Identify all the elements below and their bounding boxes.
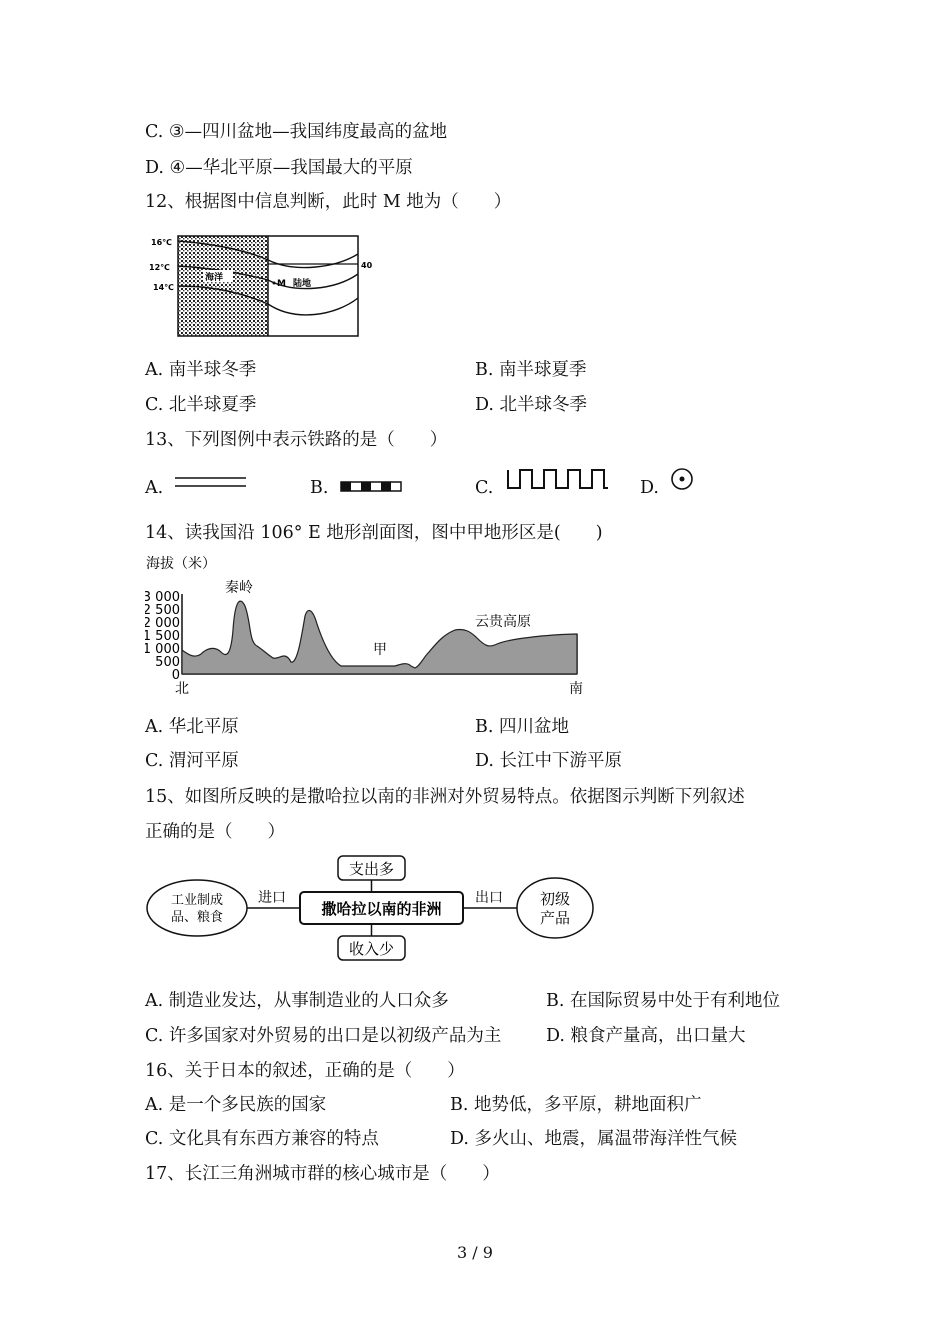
q12-stem: 12、根据图中信息判断，此时 M 地为（ ） [145, 192, 512, 212]
tick-2000: 2 000 [145, 616, 180, 631]
tick-0: 0 [171, 668, 180, 683]
q16-stem: 16、关于日本的叙述，正确的是（ ） [145, 1061, 465, 1081]
q13-stem: 13、下列图例中表示铁路的是（ ） [145, 430, 448, 450]
q16-option-b[interactable]: B. 地势低，多平原，耕地面积广 [450, 1095, 702, 1115]
q15-stem-line2: 正确的是（ ） [145, 822, 285, 842]
square-wave-symbol-icon [506, 468, 610, 496]
q12-option-d[interactable]: D. 北半球冬季 [475, 395, 588, 415]
sea-label: 海洋 [205, 273, 224, 283]
text-import: 进口 [258, 890, 286, 906]
terrain-profile-shape [182, 601, 577, 674]
q13-option-c[interactable]: C. [475, 478, 494, 498]
tick-1000: 1 000 [145, 642, 180, 657]
label-40: 40 [361, 261, 373, 270]
q13-option-a[interactable]: A. [145, 478, 164, 498]
q14-option-d[interactable]: D. 长江中下游平原 [475, 751, 623, 771]
ellipse-imports [147, 880, 247, 936]
q16-option-a[interactable]: A. 是一个多民族的国家 [145, 1095, 327, 1115]
q12-option-b[interactable]: B. 南半球夏季 [475, 360, 587, 380]
q15-trade-diagram [145, 852, 600, 967]
q16-option-c[interactable]: C. 文化具有东西方兼容的特点 [145, 1129, 379, 1149]
q15-option-c[interactable]: C. 许多国家对外贸易的出口是以初级产品为主 [145, 1026, 502, 1046]
point-m-dot [273, 282, 276, 285]
text-center: 撒哈拉以南的非洲 [321, 900, 442, 918]
label-qinling: 秦岭 [225, 580, 253, 596]
q13-option-b[interactable]: B. [310, 478, 329, 498]
text-expense: 支出多 [348, 860, 395, 878]
tick-1500: 1 500 [145, 629, 180, 644]
page-number: 3 / 9 [457, 1243, 493, 1262]
label-12c: 12℃ [149, 263, 170, 272]
text-exports-line1: 初级 [539, 890, 571, 908]
double-line-symbol-icon [174, 474, 248, 494]
q11-option-d: D. ④—华北平原—我国最大的平原 [145, 158, 413, 178]
q16-option-d[interactable]: D. 多火山、地震，属温带海洋性气候 [450, 1129, 738, 1149]
q14-option-b[interactable]: B. 四川盆地 [475, 717, 569, 737]
label-jia: 甲 [373, 642, 387, 658]
q12-option-a[interactable]: A. 南半球冬季 [145, 360, 257, 380]
text-imports-line1: 工业制成 [170, 893, 224, 908]
text-export: 出口 [475, 890, 503, 906]
q17-stem: 17、长江三角洲城市群的核心城市是（ ） [145, 1164, 500, 1184]
tick-2500: 2 500 [145, 603, 180, 618]
label-16c: 16℃ [151, 238, 172, 247]
q13-option-d[interactable]: D. [640, 478, 659, 498]
label-north: 北 [175, 681, 189, 697]
q14-terrain-profile [145, 550, 595, 700]
text-exports-line2: 产品 [539, 909, 571, 927]
q14-option-c[interactable]: C. 渭河平原 [145, 751, 239, 771]
q14-option-a[interactable]: A. 华北平原 [145, 717, 239, 737]
point-m-label: M [277, 279, 286, 289]
tick-500: 500 [155, 655, 180, 670]
label-south: 南 [569, 681, 583, 697]
tick-3000: 3 000 [145, 590, 180, 605]
capital-city-symbol-icon [670, 467, 694, 495]
label-14c: 14℃ [153, 283, 174, 292]
q15-stem-line1: 15、如图所反映的是撒哈拉以南的非洲对外贸易特点。依据图示判断下列叙述 [145, 787, 745, 807]
q14-stem: 14、读我国沿 106° E 地形剖面图，图中甲地形区是( ) [145, 523, 603, 543]
q12-option-c[interactable]: C. 北半球夏季 [145, 395, 257, 415]
text-imports-line2: 品、粮食 [170, 910, 224, 925]
land-label: 陆地 [293, 279, 312, 289]
text-income: 收入少 [348, 940, 395, 958]
q12-isotherm-figure [145, 228, 380, 340]
q15-option-a[interactable]: A. 制造业发达，从事制造业的人口众多 [145, 991, 449, 1011]
railway-symbol-icon [340, 478, 404, 497]
ellipse-exports [517, 878, 593, 938]
label-yungui: 云贵高原 [475, 614, 531, 630]
axis-title: 海拔（米） [146, 556, 216, 572]
q15-option-d[interactable]: D. 粮食产量高，出口量大 [546, 1026, 746, 1046]
q15-option-b[interactable]: B. 在国际贸易中处于有利地位 [546, 991, 780, 1011]
q11-option-c: C. ③—四川盆地—我国纬度最高的盆地 [145, 122, 448, 142]
